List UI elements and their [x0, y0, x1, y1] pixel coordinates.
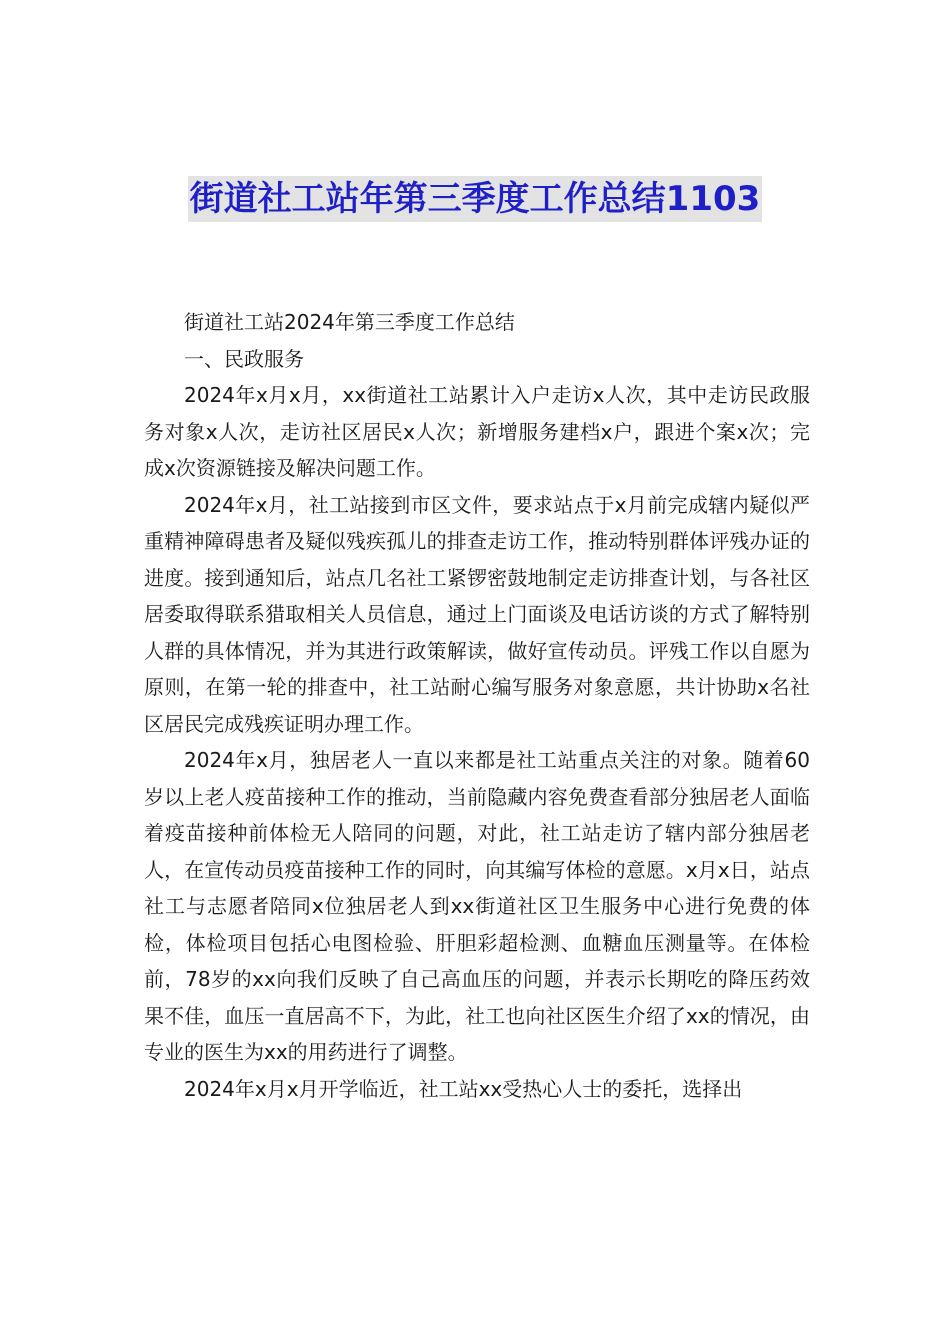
body-paragraph: 2024年x月，独居老人一直以来都是社工站重点关注的对象。随着60岁以上老人疫苗接种工作的推动，当前隐藏内容免费查看部分独居老人面临着疫苗接种前体检无人陪同的问题，对此，社工站走访了辖内部分独居老人，在宣传动员疫苗接种工作的同时，向其编写体检的意愿。x月x日，站点社工与志愿者陪同x位独居老人到xx街道社区卫生服务中心进行免费的体检，体检项目包括心电图检验、肝胆彩超检测、血糖血压测量等。在体检前，78岁的xx向我们反映了自己高血压的问题，并表示长期吃的降压药效果不佳，血压一直居高不下，为此，社工也向社区医生介绍了xx的情况，由专业的医生为xx的用药进行了调整。 — [144, 748, 810, 1064]
document-title: 街道社工站年第三季度工作总结1103 — [188, 176, 763, 222]
section-heading: 一、民政服务 — [184, 346, 304, 371]
body-paragraph: 2024年x月x月开学临近，社工站xx受热心人士的委托，选择出 — [184, 1076, 743, 1101]
title-container — [0, 176, 950, 222]
body-paragraph: 2024年x月，社工站接到市区文件，要求站点于x月前完成辖内疑似严重精神障碍患者及疑似残疾孤儿的排查走访工作，推动特别群体评残办证的进度。接到通知后，站点几名社工紧锣密鼓地制定走访排查计划，与各社区居委取得联系猎取相关人员信息，通过上门面谈及电话访谈的方式了解特别人群的具体情况，并为其进行政策解读，做好宣传动员。评残工作以自愿为原则，在第一轮的排查中，社工站耐心编写服务对象意愿，共计协助x名社区居民完成残疾证明办理工作。 — [144, 492, 810, 736]
subtitle-paragraph: 街道社工站2024年第三季度工作总结 — [184, 310, 515, 334]
body-paragraph: 2024年x月x月，xx街道社工站累计入户走访x人次，其中走访民政服务对象x人次，走访社区居民x人次；新增服务建档x户，跟进个案x次；完成x次资源链接及解决问题工作。 — [144, 383, 810, 480]
document-body — [144, 304, 810, 1107]
